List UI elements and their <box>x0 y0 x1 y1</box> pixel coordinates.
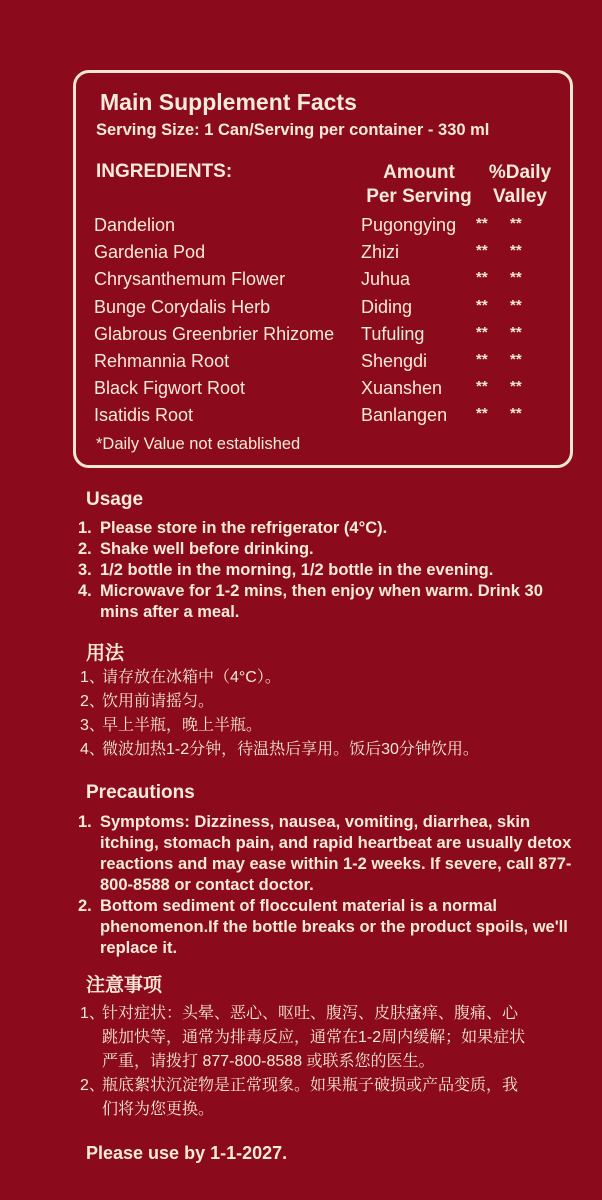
ingredient-amount-mark: ** <box>476 351 488 368</box>
list-number: 3. <box>78 561 92 579</box>
precaution-cn-item <box>80 1074 530 1122</box>
ingredient-name: Rehmannia Root <box>94 351 230 371</box>
usage-item <box>78 518 548 539</box>
usage-cn-item <box>80 666 520 690</box>
ingredient-name: Isatidis Root <box>94 405 194 426</box>
ingredient-amount: Zhizi <box>361 242 400 263</box>
ingredient-amount-mark: ** <box>476 323 488 341</box>
ingredient-name: Black Figwort Root <box>94 378 246 399</box>
list-number: 3、 <box>80 717 105 734</box>
ingredient-amount: Diding <box>361 296 413 317</box>
usage-item <box>78 581 548 623</box>
header-amount: Amount Per Serving <box>366 162 472 207</box>
ingredient-daily-mark: ** <box>510 215 522 232</box>
ingredient-amount-mark: ** <box>476 242 488 260</box>
usage-cn-item <box>80 714 520 738</box>
ingredient-daily-mark: ** <box>510 242 522 260</box>
ingredient-amount: Banlangen <box>361 405 448 426</box>
facts-footnote: *Daily Value not established <box>96 435 301 453</box>
list-number: 4、 <box>80 741 105 758</box>
list-text: 早上半瓶，晚上半瓶。 <box>102 717 263 734</box>
ingredient-daily-mark: ** <box>510 351 522 368</box>
supplement-facts-panel <box>73 70 573 468</box>
list-number: 2. <box>78 897 92 915</box>
ingredient-name: Dandelion <box>94 215 176 235</box>
list-number: 2、 <box>80 1077 105 1094</box>
list-number: 1、 <box>80 669 105 686</box>
list-number: 1、 <box>80 1005 105 1022</box>
ingredient-amount: Shengdi <box>361 351 428 371</box>
list-text: Bottom sediment of flocculent material is a normal phenomenon.If the bottle breaks or the product spoils, we'll replace it. <box>100 897 568 957</box>
list-number: 2. <box>78 540 92 558</box>
list-text: Microwave for 1-2 mins, then enjoy when warm. Drink 30 mins after a meal. <box>100 582 543 621</box>
use-by-date: Please use by 1-1-2027. <box>86 1143 288 1163</box>
list-text: 微波加热1-2分钟，待温热后享用。饭后30分钟饮用。 <box>102 741 479 758</box>
ingredient-daily-mark: ** <box>510 405 522 423</box>
ingredient-name: Gardenia Pod <box>94 242 206 263</box>
ingredient-daily-mark: ** <box>510 323 522 341</box>
ingredient-amount-mark: ** <box>476 405 488 423</box>
ingredient-daily-mark: ** <box>510 378 522 396</box>
ingredient-amount: Xuanshen <box>361 378 443 399</box>
usage-item <box>78 539 548 560</box>
ingredient-amount: Tufuling <box>361 323 425 344</box>
list-text: 请存放在冰箱中（4°C）。 <box>102 669 281 686</box>
facts-title: Main Supplement Facts <box>100 89 357 115</box>
precautions-cn-title: 注意事项 <box>86 975 163 996</box>
list-text: Please store in the refrigerator (4°C). <box>100 519 388 537</box>
usage-title: Usage <box>86 489 144 510</box>
list-number: 4. <box>78 582 92 600</box>
list-text: 1/2 bottle in the morning, 1/2 bottle in the evening. <box>100 561 494 579</box>
ingredient-amount-mark: ** <box>476 378 488 396</box>
usage-cn-title: 用法 <box>86 643 125 664</box>
list-number: 2、 <box>80 693 105 710</box>
ingredient-daily-mark: ** <box>510 269 522 287</box>
header-daily-value: %Daily Valley <box>488 162 552 207</box>
ingredient-name: Bunge Corydalis Herb <box>94 296 271 317</box>
usage-cn-item <box>80 738 520 762</box>
usage-list <box>78 518 548 623</box>
list-text: 饮用前请摇匀。 <box>102 693 215 710</box>
precautions-cn-list <box>80 1002 530 1122</box>
usage-item <box>78 560 548 581</box>
ingredient-daily-mark: ** <box>510 296 522 314</box>
serving-size: Serving Size: 1 Can/Serving per container - 330 ml <box>96 121 490 139</box>
precautions-list <box>78 812 572 959</box>
precautions-title: Precautions <box>86 782 195 803</box>
ingredient-amount-mark: ** <box>476 269 488 287</box>
list-text: Shake well before drinking. <box>100 540 314 558</box>
list-number: 1. <box>78 519 92 537</box>
list-number: 1. <box>78 813 92 831</box>
list-text: Symptoms: Dizziness, nausea, vomiting, diarrhea, skin itching, stomach pain, and rapid heartbeat are usually detox reactions and may ease within 1-2 weeks. If severe, call 877-800-8588 or contact doctor. <box>100 813 572 894</box>
usage-cn-list <box>80 666 520 762</box>
ingredient-amount-mark: ** <box>476 215 488 232</box>
precaution-cn-item <box>80 1002 530 1074</box>
header-ingredients: INGREDIENTS: <box>96 161 233 182</box>
ingredient-name: Glabrous Greenbrier Rhizome <box>94 323 335 344</box>
list-text: 针对症状：头晕、恶心、呕吐、腹泻、皮肤瘙痒、腹痛、心跳加快等，通常为排毒反应，通常在1-2周内缓解；如果症状严重，请拨打 877-800-8588 或联系您的医生。 <box>102 1005 526 1070</box>
ingredient-amount: Pugongying <box>361 215 457 235</box>
precaution-item <box>78 896 572 959</box>
ingredient-name: Chrysanthemum Flower <box>94 269 286 290</box>
ingredient-amount: Juhua <box>361 269 411 290</box>
ingredient-amount-mark: ** <box>476 296 488 314</box>
precaution-item <box>78 812 572 896</box>
usage-cn-item <box>80 690 520 714</box>
list-text: 瓶底絮状沉淀物是正常现象。如果瓶子破损或产品变质，我们将为您更换。 <box>102 1077 519 1118</box>
